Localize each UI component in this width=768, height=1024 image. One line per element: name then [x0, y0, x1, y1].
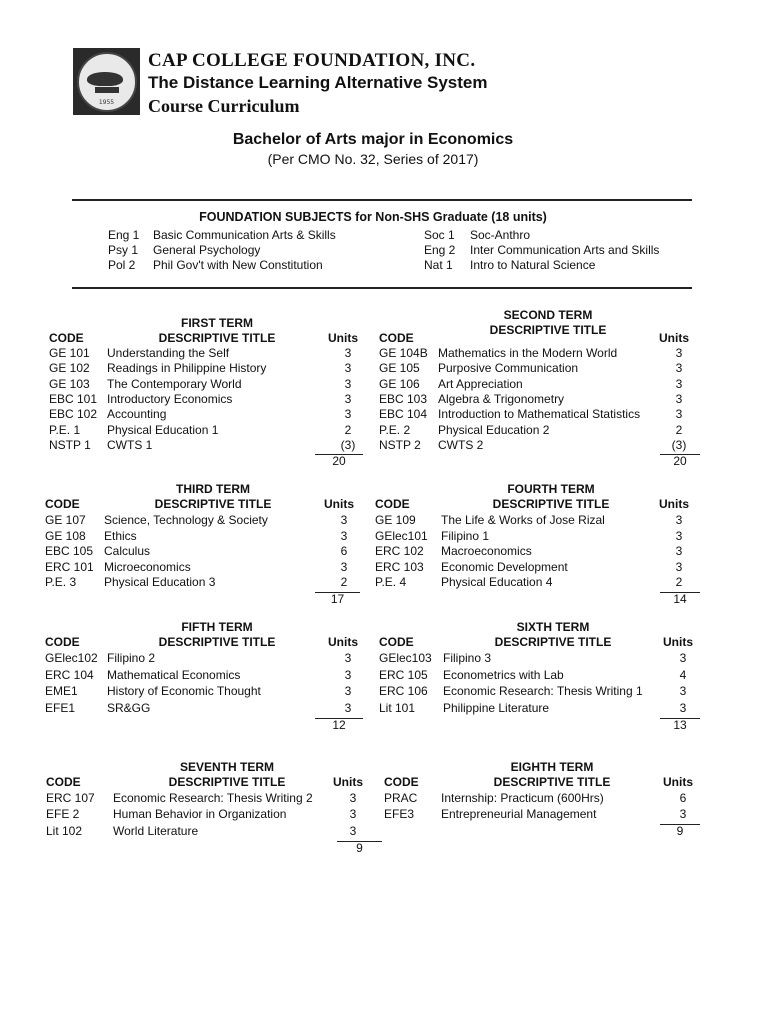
- term-title: SIXTH TERM: [516, 620, 590, 634]
- term-total-units: 9: [356, 840, 363, 855]
- course-code: PRAC: [384, 791, 418, 805]
- term-title: FIFTH TERM: [181, 620, 253, 634]
- term-title: SEVENTH TERM: [179, 760, 274, 774]
- course-title: Readings in Philippine History: [107, 361, 267, 376]
- course-code: ERC 104: [45, 667, 94, 682]
- title-header: DESCRIPTIVE TITLE: [493, 775, 611, 789]
- course-title: Ethics: [104, 528, 137, 543]
- course-units: 3: [675, 513, 683, 527]
- course-title: Economic Research: Thesis Writing 1: [443, 684, 643, 698]
- course-units: 3: [679, 684, 687, 698]
- course-code: GElec102: [45, 651, 98, 665]
- foundation-title-item: Phil Gov't with New Constitution: [153, 258, 323, 272]
- term-title: FIRST TERM: [181, 316, 253, 330]
- course-units: 3: [344, 391, 352, 406]
- course-code: GE 106: [379, 376, 420, 391]
- curriculum-label: Course Curriculum: [148, 96, 300, 116]
- course-title: Human Behavior in Organization: [113, 807, 287, 822]
- course-units: 3: [675, 376, 683, 391]
- foundation-title-item: Basic Communication Arts & Skills: [153, 228, 336, 242]
- title-header: DESCRIPTIVE TITLE: [158, 635, 276, 649]
- course-units: 3: [344, 651, 352, 665]
- system-name: The Distance Learning Alternative System: [148, 73, 488, 92]
- term-title: FOURTH TERM: [507, 482, 595, 496]
- course-title: Filipino 2: [107, 651, 156, 665]
- course-code: EBC 103: [379, 391, 428, 406]
- course-title: Introductory Economics: [107, 391, 233, 406]
- course-units: 3: [344, 407, 352, 422]
- term-total-units: 20: [332, 454, 346, 469]
- course-title: Physical Education 3: [104, 575, 216, 589]
- foundation-code: Psy 1: [108, 243, 139, 257]
- course-code: EBC 101: [49, 391, 98, 406]
- course-units: (3): [340, 437, 356, 452]
- course-title: Mathematical Economics: [107, 667, 241, 682]
- course-code: EFE1: [45, 700, 76, 715]
- course-code: Lit 101: [379, 700, 416, 715]
- college-name: CAP COLLEGE FOUNDATION, INC.: [148, 50, 476, 71]
- divider-top: [72, 199, 692, 201]
- course-code: GE 108: [45, 528, 86, 543]
- course-units: 3: [349, 791, 357, 805]
- college-logo: [73, 48, 140, 115]
- course-title: Filipino 1: [441, 528, 490, 543]
- course-units: (3): [671, 437, 687, 452]
- cmo-reference: (Per CMO No. 32, Series of 2017): [267, 151, 479, 167]
- term-total-units: 14: [673, 591, 687, 606]
- course-units: 3: [675, 391, 683, 406]
- foundation-title-item: General Psychology: [153, 243, 261, 257]
- program-title: Bachelor of Arts major in Economics: [232, 131, 514, 148]
- code-header: CODE: [46, 775, 81, 789]
- title-header: DESCRIPTIVE TITLE: [494, 635, 612, 649]
- course-code: EFE3: [384, 807, 415, 821]
- term-total-units: 12: [332, 718, 346, 732]
- code-header: CODE: [45, 497, 80, 511]
- foundation-code: Pol 2: [108, 258, 136, 272]
- course-units: 3: [344, 376, 352, 391]
- title-header: DESCRIPTIVE TITLE: [489, 323, 607, 337]
- course-units: 3: [675, 346, 683, 360]
- title-header: DESCRIPTIVE TITLE: [154, 497, 272, 511]
- course-code: EFE 2: [46, 807, 80, 822]
- code-header: CODE: [379, 635, 414, 649]
- course-code: EBC 105: [45, 544, 94, 558]
- term-total-units: 9: [676, 824, 684, 838]
- course-title: Purposive Communication: [438, 361, 579, 376]
- foundation-code: Soc 1: [424, 228, 455, 242]
- units-header: Units: [328, 635, 358, 649]
- course-units: 6: [679, 791, 687, 805]
- code-header: CODE: [379, 331, 414, 345]
- code-header: CODE: [375, 497, 410, 511]
- foundation-code: Eng 1: [108, 228, 140, 242]
- course-title: Economic Development: [441, 559, 568, 574]
- course-title: Econometrics with Lab: [443, 667, 564, 682]
- course-title: CWTS 1: [107, 437, 153, 452]
- course-code: ERC 103: [375, 559, 424, 574]
- course-units: 3: [344, 684, 352, 698]
- course-units: 3: [675, 361, 683, 376]
- title-header: DESCRIPTIVE TITLE: [168, 775, 286, 789]
- course-title: History of Economic Thought: [107, 684, 261, 698]
- course-code: EBC 104: [379, 407, 428, 422]
- term-total-units: 17: [330, 591, 345, 606]
- course-title: World Literature: [113, 823, 199, 838]
- course-code: GE 107: [45, 513, 86, 527]
- course-units: 2: [675, 422, 683, 437]
- foundation-code: Nat 1: [424, 258, 453, 272]
- foundation-title: FOUNDATION SUBJECTS for Non-SHS Graduate (18 units): [199, 210, 547, 224]
- code-header: CODE: [45, 635, 80, 649]
- title-header: DESCRIPTIVE TITLE: [158, 331, 276, 345]
- course-title: Introduction to Mathematical Statistics: [438, 407, 641, 422]
- course-title: Macroeconomics: [441, 544, 532, 558]
- course-title: CWTS 2: [438, 437, 484, 452]
- course-title: Mathematics in the Modern World: [438, 346, 618, 360]
- course-units: 3: [675, 528, 683, 543]
- term-title: EIGHTH TERM: [510, 760, 594, 774]
- course-code: NSTP 2: [379, 437, 421, 452]
- units-header: Units: [333, 775, 363, 789]
- divider-bottom: [72, 287, 692, 289]
- course-title: Physical Education 4: [441, 575, 553, 589]
- course-units: 2: [344, 422, 352, 437]
- course-code: P.E. 4: [375, 575, 407, 589]
- units-header: Units: [659, 497, 689, 511]
- course-title: Filipino 3: [443, 651, 492, 665]
- course-units: 3: [679, 807, 687, 821]
- course-code: Lit 102: [46, 823, 83, 838]
- foundation-title-item: Intro to Natural Science: [470, 258, 596, 272]
- course-code: EME1: [45, 684, 78, 698]
- course-title: Physical Education 2: [438, 422, 550, 437]
- course-code: GE 102: [49, 361, 90, 376]
- course-code: ERC 101: [45, 559, 94, 574]
- code-header: CODE: [49, 331, 84, 345]
- course-code: GE 101: [49, 346, 90, 360]
- course-title: Calculus: [104, 544, 151, 558]
- foundation-code: Eng 2: [424, 243, 456, 257]
- course-units: 3: [679, 651, 687, 665]
- course-code: ERC 106: [379, 684, 428, 698]
- course-code: ERC 107: [46, 791, 95, 805]
- course-units: 3: [675, 544, 683, 558]
- course-title: SR&GG: [107, 700, 151, 715]
- course-units: 3: [349, 807, 357, 822]
- course-code: GE 109: [375, 513, 416, 527]
- units-header: Units: [663, 775, 693, 789]
- course-title: Economic Research: Thesis Writing 2: [113, 791, 313, 805]
- course-code: GE 103: [49, 376, 90, 391]
- course-units: 3: [349, 823, 357, 838]
- foundation-title-item: Soc-Anthro: [470, 228, 531, 242]
- course-units: 3: [679, 700, 687, 715]
- course-code: ERC 105: [379, 667, 428, 682]
- course-units: 3: [344, 346, 352, 360]
- course-title: The Contemporary World: [107, 376, 242, 391]
- course-code: ERC 102: [375, 544, 424, 558]
- course-units: 3: [344, 700, 352, 715]
- course-units: 3: [675, 559, 683, 574]
- term-total-units: 13: [673, 718, 687, 732]
- term-title: THIRD TERM: [176, 482, 250, 496]
- course-code: P.E. 3: [45, 575, 77, 589]
- term-title: SECOND TERM: [503, 308, 593, 322]
- course-title: Internship: Practicum (600Hrs): [441, 791, 604, 805]
- course-units: 2: [340, 575, 348, 589]
- course-code: GE 104B: [379, 346, 428, 360]
- course-code: P.E. 1: [49, 422, 81, 437]
- foundation-title-item: Inter Communication Arts and Skills: [470, 243, 660, 257]
- course-code: EBC 102: [49, 407, 98, 422]
- course-title: Understanding the Self: [107, 346, 230, 360]
- course-units: 2: [675, 575, 683, 589]
- title-header: DESCRIPTIVE TITLE: [492, 497, 610, 511]
- course-units: 6: [340, 544, 348, 558]
- course-code: GE 105: [379, 361, 420, 376]
- course-code: NSTP 1: [49, 437, 91, 452]
- course-title: Algebra & Trigonometry: [438, 391, 565, 406]
- units-header: Units: [324, 497, 354, 511]
- course-code: GElec103: [379, 651, 432, 665]
- course-units: 4: [679, 667, 687, 682]
- course-title: Philippine Literature: [443, 700, 550, 715]
- course-units: 3: [340, 559, 348, 574]
- units-header: Units: [663, 635, 693, 649]
- course-title: Accounting: [107, 407, 167, 422]
- units-header: Units: [328, 331, 358, 345]
- course-units: 3: [340, 513, 348, 527]
- course-title: Physical Education 1: [107, 422, 219, 437]
- course-code: P.E. 2: [379, 422, 411, 437]
- units-header: Units: [659, 331, 689, 345]
- course-title: Science, Technology & Society: [104, 513, 268, 527]
- course-title: The Life & Works of Jose Rizal: [441, 513, 605, 527]
- term-total-units: 20: [673, 454, 687, 469]
- code-header: CODE: [384, 775, 419, 789]
- course-units: 3: [340, 528, 348, 543]
- lamp-seal-icon: 1955: [77, 52, 137, 112]
- course-code: GElec101: [375, 528, 428, 543]
- course-units: 3: [675, 407, 683, 422]
- course-title: Entrepreneurial Management: [441, 807, 597, 821]
- course-units: 3: [344, 667, 352, 682]
- course-units: 3: [344, 361, 352, 376]
- course-title: Microeconomics: [104, 559, 191, 574]
- course-title: Art Appreciation: [438, 376, 523, 391]
